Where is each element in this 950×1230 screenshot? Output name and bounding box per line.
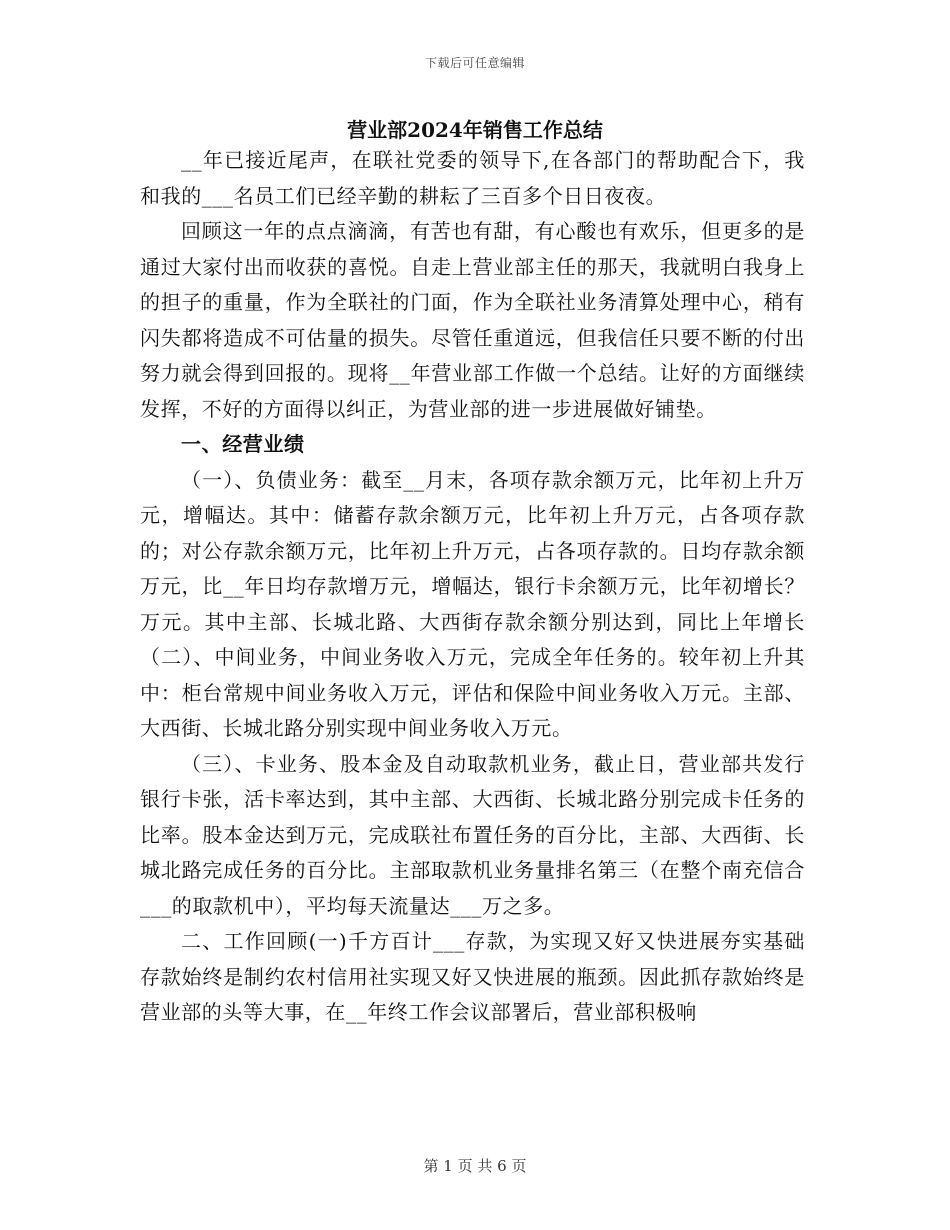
document-title: 营业部2024年销售工作总结 [347,118,603,142]
page-number: 第 1 页 共 6 页 [423,1157,527,1175]
section-heading-performance: 一、经营业绩 [181,432,305,456]
paragraph-review: 回顾这一年的点点滴滴，有苦也有甜，有心酸也有欢乐，但更多的是通过大家付出而收获的喜悦。自走上营业部主任的那天，我就明白我身上的担子的重量，作为全联社的门面，作为全联社业务清算处理中心，稍有闪失都将造成不可估量的损失。尽管任重道远，但我信任只要不断的付出努力就会得到回报的。现将__年营业部工作做一个总结。让好的方面继续发挥，不好的方面得以纠正，为营业部的进一步进展做好铺垫。 [140,219,805,421]
paragraph-card-business: （三）、卡业务、股本金及自动取款机业务，截止日，营业部共发行银行卡张，活卡率达到，其中主部、大西街、长城北路分别完成卡任务的比率。股本金达到万元，完成联社布置任务的百分比，主部、大西街、长城北路完成任务的百分比。主部取款机业务量排名第三（在整个南充信合___的取款机中），平均每天流量达___万之多。 [140,751,805,918]
header-note: 下载后可任意编辑 [424,56,525,70]
document-body [140,143,805,1031]
paragraph-intro: __年已接近尾声，在联社党委的领导下,在各部门的帮助配合下，我和我的___名员工们已经辛勤的耕耘了三百多个日日夜夜。 [140,148,805,208]
paragraph-work-review: 二、工作回顾(一)千方百计___存款，为实现又好又快进展夯实基础存款始终是制约农村信用社实现又好又快进展的瓶颈。因此抓存款始终是营业部的头等大事，在__年终工作会议部署后，营业部积极响 [140,929,805,1024]
paragraph-liabilities: （一）、负债业务：截至__月末，各项存款余额万元，比年初上升万元，增幅达。其中：储蓄存款余额万元，比年初上升万元，占各项存款的；对公存款余额万元，比年初上升万元，占各项存款的。日均存款余额万元，比__年日均存款增万元，增幅达，银行卡余额万元，比年初增长？万元。其中主部、长城北路、大西街存款余额分别达到，同比上年增长（二）、中间业务，中间业务收入万元，完成全年任务的。较年初上升其中：柜台常规中间业务收入万元，评估和保险中间业务收入万元。主部、大西街、长城北路分别实现中间业务收入万元。 [140,467,805,740]
